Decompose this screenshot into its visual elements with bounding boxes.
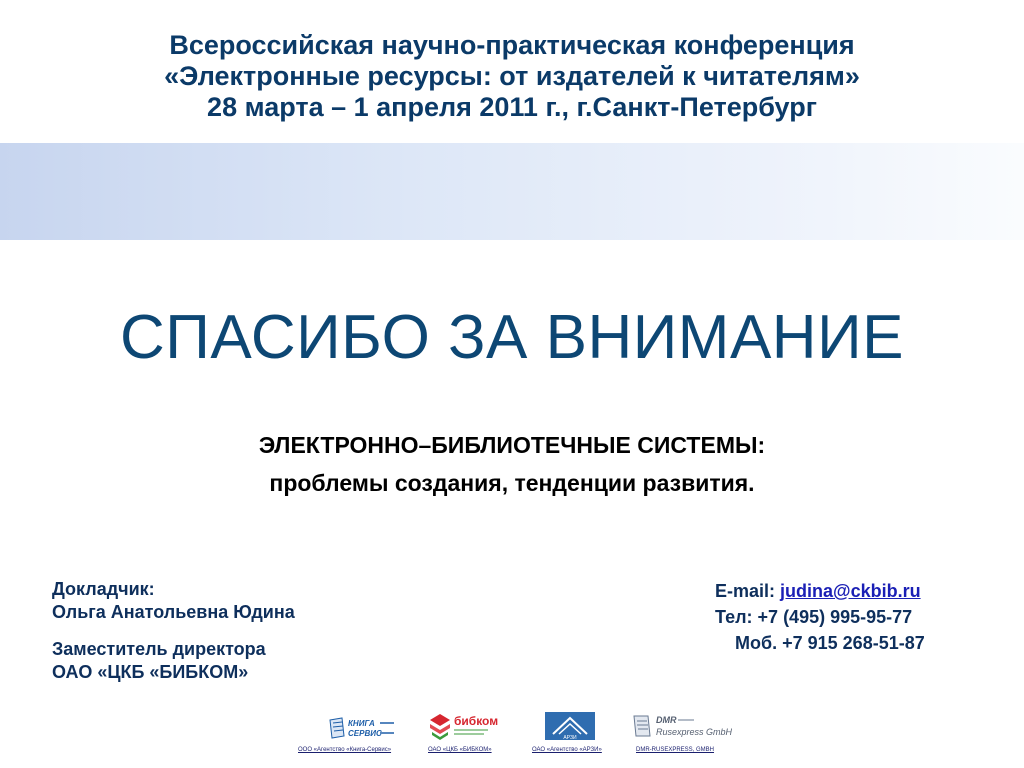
- email-label: E-mail: [715, 581, 770, 601]
- email-separator: :: [769, 581, 781, 601]
- speaker-position: Заместитель директора: [52, 639, 266, 659]
- bibkom-logo: [428, 710, 504, 742]
- report-topic-subtitle: проблемы создания, тенденции развития.: [269, 470, 755, 496]
- email-link[interactable]: judina@ckbib.ru: [780, 581, 921, 601]
- report-topic: [0, 426, 1024, 502]
- contacts-block: [715, 578, 925, 656]
- arzi-logo-text: АРЗИ: [563, 735, 577, 740]
- conference-date-place: 28 марта – 1 апреля 2011 г., г.Санкт-Петербург: [207, 92, 817, 122]
- mobile-text: Моб. +7 915 268-51-87: [735, 633, 925, 653]
- partner-caption-kniga-servis[interactable]: ООО «Агентство «Книга-Сервис»: [298, 747, 392, 753]
- speaker-label: Докладчик:: [52, 579, 155, 599]
- email-row: [715, 578, 925, 604]
- speaker-block: [52, 578, 295, 684]
- conference-title: Всероссийская научно-практическая конференция: [169, 30, 855, 60]
- kniga-servis-logo: [328, 714, 400, 742]
- decorative-band: [0, 143, 1024, 240]
- kniga-servis-logo-text-2: СЕРВИС: [348, 729, 382, 738]
- partner-caption-bibkom[interactable]: ОАО «ЦКБ «БИБКОМ»: [428, 747, 492, 753]
- conference-header: [0, 30, 1024, 123]
- bibkom-logo-text: бибком: [454, 714, 499, 728]
- speaker-name: Ольга Анатольевна Юдина: [52, 602, 295, 622]
- dmr-logo-text-1: DMR: [656, 715, 677, 725]
- report-topic-title: ЭЛЕКТРОННО–БИБЛИОТЕЧНЫЕ СИСТЕМЫ:: [258, 432, 766, 458]
- partner-logos: [0, 708, 1024, 768]
- phone-text: Тел: +7 (495) 995-95-77: [715, 607, 913, 627]
- dmr-logo-text-2: Rusexpress GmbH: [656, 727, 733, 737]
- arzi-logo: [545, 712, 595, 740]
- speaker-organization: ОАО «ЦКБ «БИБКОМ»: [52, 662, 249, 682]
- conference-subtitle: «Электронные ресурсы: от издателей к читателям»: [164, 61, 860, 91]
- thanks-heading: СПАСИБО ЗА ВНИМАНИЕ: [119, 303, 904, 372]
- kniga-servis-logo-text-1: КНИГА: [348, 719, 375, 728]
- dmr-logo: [632, 712, 752, 740]
- partner-caption-dmr[interactable]: DMR-RUSEXPRESS, GMBH: [636, 747, 715, 753]
- partner-caption-arzi[interactable]: ОАО «Агентство «АРЗИ»: [532, 747, 602, 753]
